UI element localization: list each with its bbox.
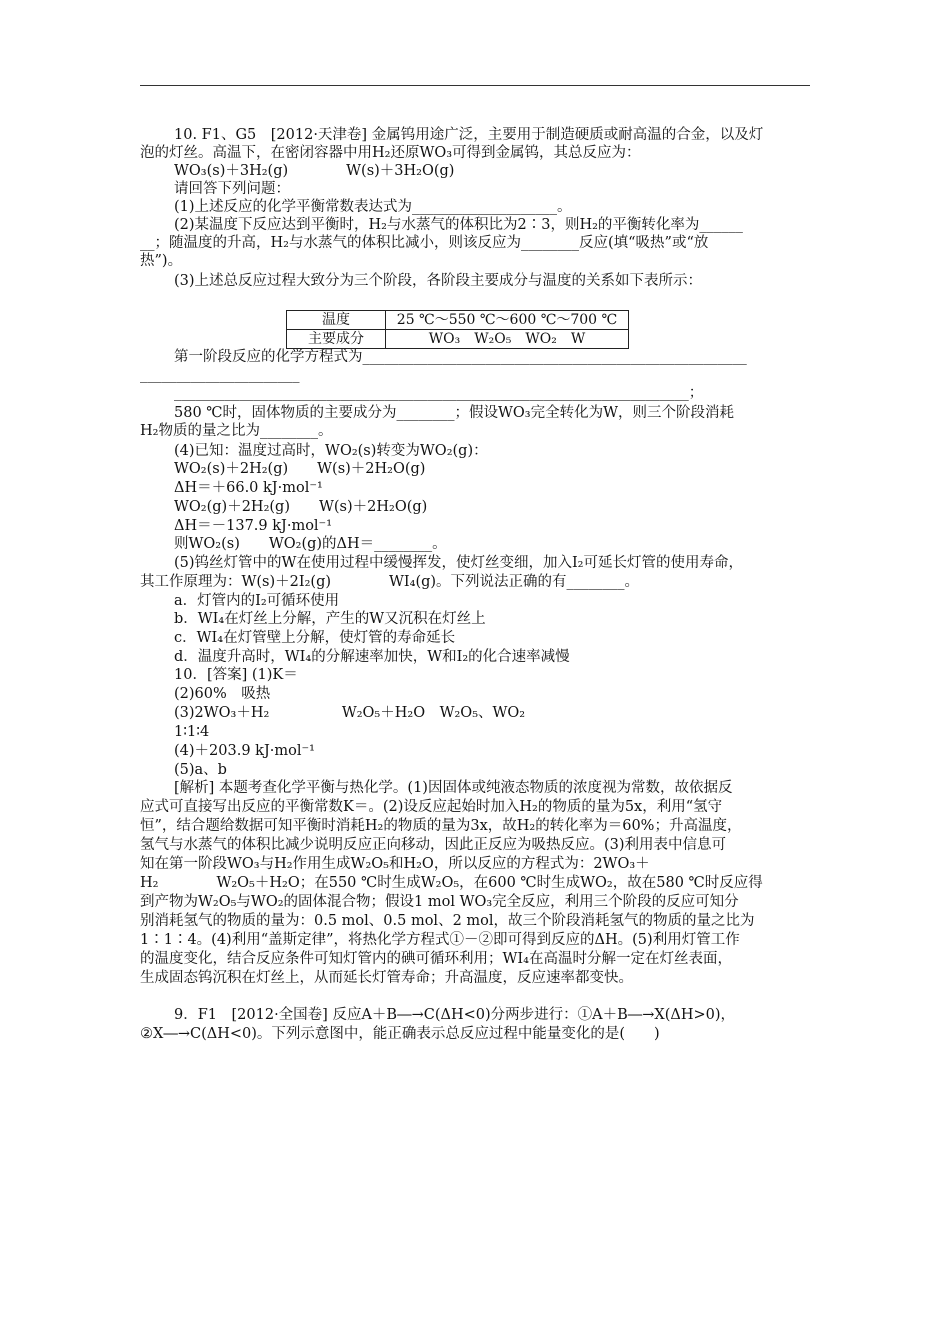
text-line: ΔH＝－137.9 kJ·mol⁻¹ bbox=[174, 518, 333, 534]
text-line: ΔH＝＋66.0 kJ·mol⁻¹ bbox=[174, 480, 323, 496]
text-line: 请回答下列问题： bbox=[174, 181, 290, 197]
table-row bbox=[287, 330, 629, 349]
text-line: (3)2WO₃＋H₂ W₂O₅＋H₂O W₂O₅、WO₂ bbox=[174, 705, 526, 721]
text-line: (2)60% 吸热 bbox=[174, 686, 271, 702]
text-line: 恒”，结合题给数据可知平衡时消耗H₂的物质的量为3x，故H₂的转化率为＝60%；升高温度， bbox=[140, 818, 742, 834]
text-line: 的温度变化，结合反应条件可知灯管内的碘可循环利用；WI₄在高温时分解一定在灯丝表面， bbox=[140, 951, 732, 967]
text-line: c．WI₄在灯管壁上分解，使灯管的寿命延长 bbox=[174, 630, 456, 646]
text-line: (4)已知：温度过高时，WO₂(s)转变为WO₂(g)： bbox=[174, 443, 488, 459]
text-line: 第一阶段反应的化学方程式为_____________________________________________________ bbox=[174, 349, 747, 365]
text-line: H₂ W₂O₅＋H₂O；在550 ℃时生成W₂O₅，在600 ℃时生成WO₂，故在580 ℃时反应得 bbox=[140, 875, 763, 891]
text-line: 生成固态钨沉积在灯丝上，从而延长灯管寿命；升高温度，反应速率都变快。 bbox=[140, 970, 633, 986]
text-line: 则WO₂(s) WO₂(g)的ΔH＝________。 bbox=[174, 536, 447, 552]
text-line: (5)钨丝灯管中的W在使用过程中缓慢挥发，使灯丝变细，加入I₂可延长灯管的使用寿命， bbox=[174, 555, 743, 571]
text-line: (2)某温度下反应达到平衡时，H₂与水蒸气的体积比为2∶3，则H₂的平衡转化率为______ bbox=[174, 217, 743, 233]
text-line: 知在第一阶段WO₃与H₂作用生成W₂O₅和H₂O，所以反应的方程式为：2WO₃＋ bbox=[140, 856, 650, 872]
text-line: WO₂(s)＋2H₂(g) W(s)＋2H₂O(g) bbox=[174, 461, 426, 477]
text-line: H₂物质的量之比为________。 bbox=[140, 423, 333, 439]
text-line: WO₃(s)＋3H₂(g) W(s)＋3H₂O(g) bbox=[174, 163, 455, 179]
text-line: __；随温度的升高，H₂与水蒸气的体积比减小，则该反应为________反应(填“吸热”或“放 bbox=[140, 235, 709, 251]
text-line: 10. F1、G5 [2012·天津卷] 金属钨用途广泛，主要用于制造硬质或耐高温的合金，以及灯 bbox=[174, 127, 764, 143]
text-line: _______________________________________________________________________； bbox=[174, 385, 704, 401]
text-line: 10．[答案] (1)K＝ bbox=[174, 667, 298, 683]
text-line: ②X―→C(ΔH<0)。下列示意图中，能正确表示总反应过程中能量变化的是( ) bbox=[140, 1026, 660, 1042]
text-line: 到产物为W₂O₅与WO₂的固体混合物；假设1 mol WO₃完全反应，利用三个阶段的反应可知分 bbox=[140, 894, 739, 910]
text-line: d．温度升高时，WI₄的分解速率加快，W和I₂的化合速率减慢 bbox=[174, 649, 570, 665]
text-line: WO₂(g)＋2H₂(g) W(s)＋2H₂O(g) bbox=[174, 499, 428, 515]
text-line: 应式可直接写出反应的平衡常数K＝。(2)设反应起始时加入H₂的物质的量为5x，利用“氢守 bbox=[140, 799, 723, 815]
text-line: 氢气与水蒸气的体积比减少说明反应正向移动，因此正反应为吸热反应。(3)利用表中信息可 bbox=[140, 837, 727, 853]
text-line: 别消耗氢气的物质的量为：0.5 mol、0.5 mol、2 mol，故三个阶段消耗氢气的物质的量之比为 bbox=[140, 913, 755, 929]
text-line: (4)＋203.9 kJ·mol⁻¹ bbox=[174, 743, 315, 759]
text-line: (3)上述总反应过程大致分为三个阶段，各阶段主要成分与温度的关系如下表所示： bbox=[174, 273, 703, 289]
table-header-components: 主要成分 bbox=[287, 330, 386, 349]
text-line: b．WI₄在灯丝上分解，产生的W又沉积在灯丝上 bbox=[174, 611, 486, 627]
text-line: [解析] 本题考查化学平衡与热化学。(1)因固体或纯液态物质的浓度视为常数，故依据反 bbox=[174, 780, 733, 796]
temperature-table bbox=[286, 310, 629, 349]
text-line: 1∶1∶4。(4)利用“盖斯定律”，将热化学方程式①－②即可得到反应的ΔH。(5)利用灯管工作 bbox=[140, 932, 740, 948]
text-line: (1)上述反应的化学平衡常数表达式为____________________。 bbox=[174, 199, 572, 215]
text-line: 580 ℃时，固体物质的主要成分为________；假设WO₃完全转化为W，则三个阶段消耗 bbox=[174, 405, 735, 421]
text-line: 1∶1∶4 bbox=[174, 724, 210, 740]
table-header-temperature: 温度 bbox=[287, 311, 386, 330]
text-line: a．灯管内的I₂可循环使用 bbox=[174, 593, 340, 609]
text-line: ______________________ bbox=[140, 367, 300, 383]
text-line: 9．F1 [2012·全国卷] 反应A＋B―→C(ΔH<0)分两步进行：①A＋B―→X(ΔH>0)， bbox=[174, 1007, 736, 1023]
text-line: (5)a、b bbox=[174, 762, 227, 778]
text-line: 泡的灯丝。高温下，在密闭容器中用H₂还原WO₃可得到金属钨，其总反应为： bbox=[140, 145, 641, 161]
table-row bbox=[287, 311, 629, 330]
table-cell-temperature-range: 25 ℃～550 ℃～600 ℃～700 ℃ bbox=[386, 311, 629, 330]
header-rule bbox=[140, 85, 810, 86]
text-line: 其工作原理为：W(s)＋2I₂(g) WI₄(g)。下列说法正确的有________。 bbox=[140, 574, 640, 590]
table-cell-components: WO₃ W₂O₅ WO₂ W bbox=[386, 330, 629, 349]
text-line: 热”)。 bbox=[140, 253, 183, 269]
